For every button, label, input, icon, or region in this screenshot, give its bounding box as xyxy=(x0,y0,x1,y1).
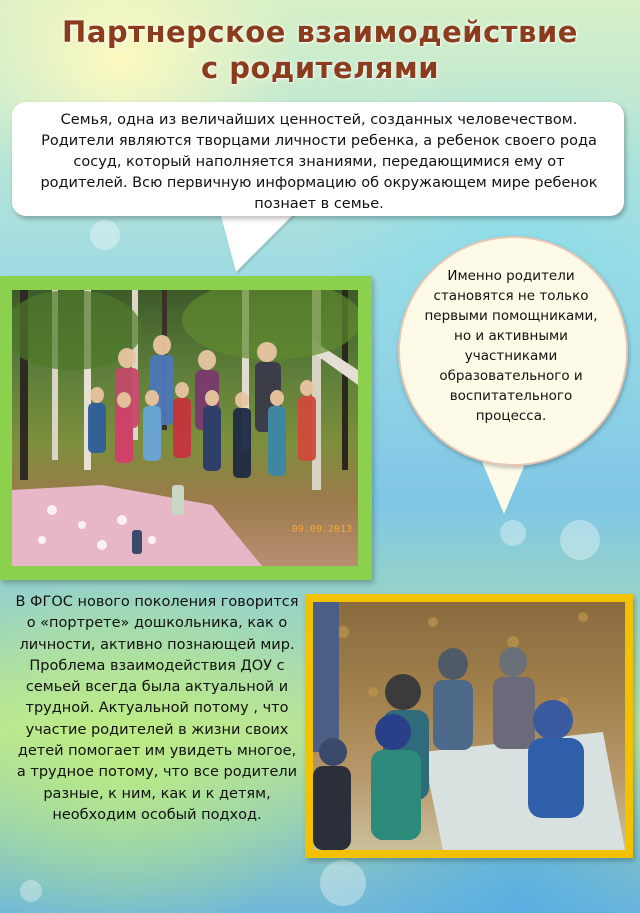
fgos-text: В ФГОС нового поколения говорится о «портрете» дошкольника, как о личности, активно познающей мир. Проблема взаимодействия ДОУ с семьей всегда была актуальной и трудной. Актуальной потому , что участие родителей в жизни своих детей помогает им увидеть многое, а трудное потому, что все родители разные, к ним, как и к детям, необходим особый подход. xyxy=(15,594,299,823)
decor-circle xyxy=(500,520,526,546)
decor-circle xyxy=(90,220,120,250)
decor-circle xyxy=(560,520,600,560)
decor-circle xyxy=(20,880,42,902)
title-line-1: Партнерское взаимодействие xyxy=(62,15,578,49)
intro-bubble-tail xyxy=(220,212,296,272)
round-bubble-text: Именно родители становятся не только первыми помощниками, но и активными участниками образовательного и воспитательного процесса. xyxy=(424,268,598,424)
intro-text: Семья, одна из величайших ценностей, созданных человечеством. Родители являются творцами личности ребенка, а ребенок своего рода сосуд, который наполняется знаниями, передающимися ему от родителей. Всю первичную информацию об окружающем мире ребенок познает в семье. xyxy=(40,112,598,212)
title-line-2: с родителями xyxy=(200,51,440,85)
group-photo xyxy=(12,290,358,566)
page-title xyxy=(0,14,640,86)
decor-circle xyxy=(320,860,366,906)
children-photo xyxy=(313,602,625,850)
children-photo-drawing xyxy=(313,602,625,850)
group-photo-drawing xyxy=(12,290,358,566)
photo-timestamp: 09.09.2013 xyxy=(291,524,352,535)
